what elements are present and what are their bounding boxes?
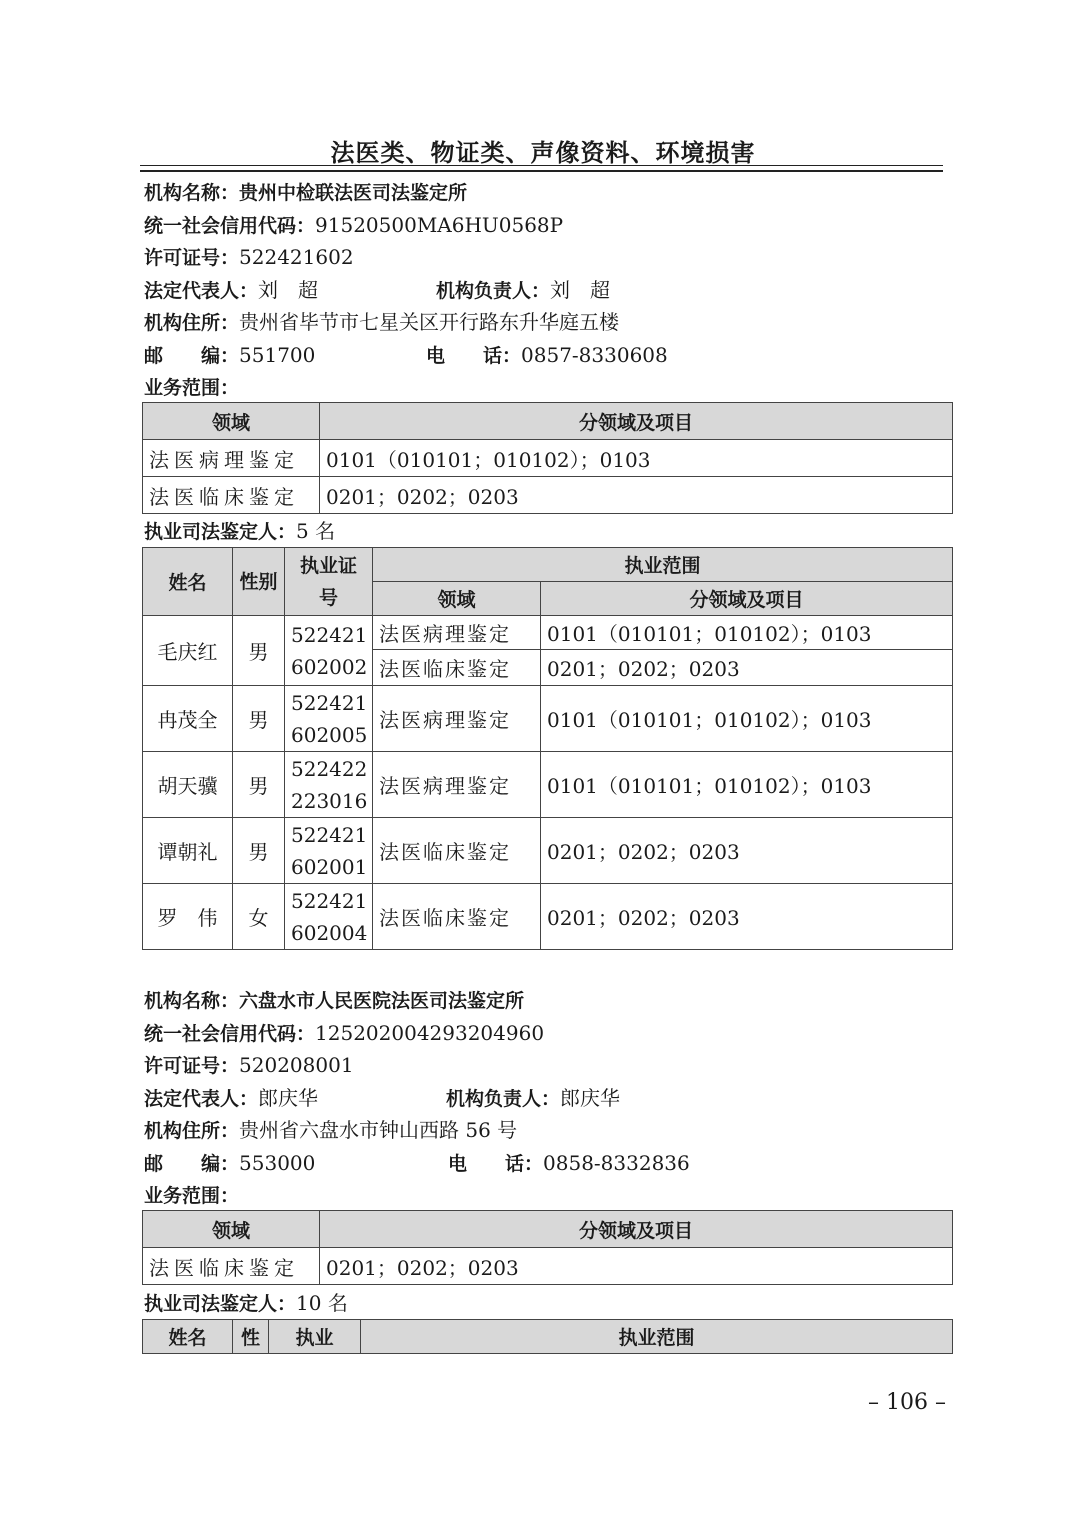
org1-scope-items: 0201；0202；0203: [320, 477, 953, 514]
org2-staff-header-row: [143, 1320, 953, 1354]
staff-header-cert: 执业证号: [285, 548, 373, 616]
staff-cert-part-a: 522421: [291, 888, 368, 913]
staff-name: 冉茂全: [143, 686, 233, 752]
table-row: [143, 477, 953, 514]
org1-info: [144, 176, 954, 404]
staff-cert-part-a: 522421: [291, 690, 368, 715]
staff-header-cert: 执业: [269, 1320, 361, 1354]
staff-header-scope: 执业范围: [361, 1320, 953, 1354]
org1-credit-label: 统一社会信用代码：: [144, 214, 316, 237]
staff-gender: 男: [233, 616, 285, 686]
org2-scope-header-row: [143, 1211, 953, 1248]
staff-cert-part-b: 223016: [291, 788, 368, 813]
org1-post-line: [144, 339, 954, 372]
org2-tel-group: [448, 1147, 690, 1181]
org1-scope-domain: 法医病理鉴定: [143, 440, 320, 477]
org1-rep: 刘 超: [258, 277, 319, 302]
staff-items: 0101（010101；010102）；0103: [541, 616, 953, 650]
org1-scope-items: 0101（010101；010102）；0103: [320, 440, 953, 477]
org2-credit: 125202004293204960: [315, 1020, 545, 1045]
staff-header-gender: 性别: [233, 548, 285, 616]
table-row: [143, 884, 953, 950]
staff-cert-part-b: 602005: [291, 722, 368, 747]
org2-head: 郎庆华: [560, 1085, 621, 1110]
staff-name: 胡天骥: [143, 752, 233, 818]
org1-license: 522421602: [239, 245, 354, 269]
staff-domain: 法医临床鉴定: [373, 650, 541, 686]
table-row: [143, 440, 953, 477]
staff-items: 0201；0202；0203: [541, 884, 953, 950]
org2-name: 六盘水市人民医院法医司法鉴定所: [239, 990, 525, 1012]
header-rule-thick: [140, 170, 943, 172]
org1-scope-header-items: 分领域及项目: [320, 403, 953, 440]
org1-tel: 0857-8330608: [521, 342, 668, 367]
org1-tel-label: 电 话：: [426, 344, 522, 367]
org2-addr-line: [144, 1114, 954, 1147]
org2-rep-line: [144, 1082, 954, 1115]
org2-name-line: [144, 984, 954, 1017]
org1-staff-label: 执业司法鉴定人：: [144, 521, 297, 543]
org1-scope-table: [142, 402, 953, 514]
org1-rep-line: [144, 274, 954, 307]
staff-cert-part-a: 522422: [291, 756, 368, 781]
staff-cert-part-b: 602002: [291, 654, 368, 679]
org2-license-line: [144, 1049, 954, 1082]
org1-scope-label-text: 业务范围：: [144, 377, 240, 399]
org1-addr-label: 机构住所：: [144, 312, 240, 334]
staff-gender: 男: [233, 686, 285, 752]
org2-tel: 0858-8332836: [543, 1150, 690, 1175]
staff-gender: 男: [233, 818, 285, 884]
table-row: [143, 686, 953, 752]
staff-items: 0201；0202；0203: [541, 650, 953, 686]
staff-domain: 法医临床鉴定: [373, 818, 541, 884]
org2-license: 520208001: [239, 1053, 354, 1077]
org2-name-label: 机构名称：: [144, 990, 240, 1012]
org1-staff-table: [142, 547, 953, 950]
org2-post: 553000: [239, 1150, 316, 1175]
staff-gender: 女: [233, 884, 285, 950]
staff-header-items: 分领域及项目: [541, 582, 953, 616]
staff-header-domain: 领域: [373, 582, 541, 616]
staff-domain: 法医临床鉴定: [373, 884, 541, 950]
staff-items: 0201；0202；0203: [541, 818, 953, 884]
org2-addr: 贵州省六盘水市钟山西路 56 号: [239, 1118, 518, 1142]
table-row: [143, 752, 953, 818]
org2-scope-header-items: 分领域及项目: [320, 1211, 953, 1248]
org1-license-label: 许可证号：: [144, 247, 240, 269]
page-number: – 106 –: [868, 1390, 946, 1415]
org1-post: 551700: [239, 342, 316, 367]
org1-name-line: [144, 176, 954, 209]
staff-domain: 法医病理鉴定: [373, 752, 541, 818]
staff-cert-part-b: 602004: [291, 920, 368, 945]
staff-gender: 男: [233, 752, 285, 818]
staff-items: 0101（010101；010102）；0103: [541, 686, 953, 752]
org1-license-line: [144, 241, 954, 274]
org1-staff-count: 5 名: [296, 519, 336, 543]
org1-tel-group: [426, 339, 668, 373]
page-header-title: 法医类、物证类、声像资料、环境损害: [330, 139, 756, 167]
org2-info: [144, 984, 954, 1212]
staff-name: 毛庆红: [143, 616, 233, 686]
org2-staff-count: 10 名: [296, 1291, 348, 1315]
staff-cert: [285, 884, 373, 950]
org1-scope-label: [144, 371, 954, 404]
org2-head-group: [446, 1082, 620, 1116]
staff-cert-part-a: 522421: [291, 822, 368, 847]
staff-cert: [285, 686, 373, 752]
org2-staff-label: 执业司法鉴定人：: [144, 1293, 297, 1315]
org2-staff-table: [142, 1319, 953, 1354]
staff-domain: 法医病理鉴定: [373, 616, 541, 650]
org1-addr-line: [144, 306, 954, 339]
org1-staff-header-row-1: [143, 548, 953, 582]
org1-addr: 贵州省毕节市七星关区开行路东升华庭五楼: [239, 310, 620, 334]
staff-items: 0101（010101；010102）；0103: [541, 752, 953, 818]
org2-post-line: [144, 1147, 954, 1180]
org2-scope-table: [142, 1210, 953, 1285]
staff-cert: [285, 818, 373, 884]
table-row: [143, 818, 953, 884]
org2-tel-label: 电 话：: [448, 1152, 544, 1175]
header-rule-thin: [140, 165, 943, 166]
org2-scope-label-text: 业务范围：: [144, 1185, 240, 1207]
org1-head: 刘 超: [550, 277, 611, 302]
org1-credit-line: [144, 209, 954, 242]
org2-head-label: 机构负责人：: [446, 1087, 561, 1110]
staff-header-name: 姓名: [143, 548, 233, 616]
org2-scope-header-domain: 领域: [143, 1211, 320, 1248]
table-row: [143, 616, 953, 650]
org2-post-label: 邮 编：: [144, 1152, 240, 1175]
org2-scope-domain: 法医临床鉴定: [143, 1248, 320, 1285]
staff-cert-part-a: 522421: [291, 622, 368, 647]
org1-head-group: [436, 274, 610, 308]
org2-scope-items: 0201；0202；0203: [320, 1248, 953, 1285]
staff-header-scope: 执业范围: [373, 548, 953, 582]
staff-domain: 法医病理鉴定: [373, 686, 541, 752]
staff-cert: [285, 752, 373, 818]
staff-cert: [285, 616, 373, 686]
org2-staff-count-line: [144, 1287, 954, 1320]
org1-scope-header-row: [143, 403, 953, 440]
staff-header-name: 姓名: [143, 1320, 233, 1354]
table-row: [143, 1248, 953, 1285]
org2-scope-label: [144, 1179, 954, 1212]
org1-name: 贵州中检联法医司法鉴定所: [239, 182, 468, 204]
org1-name-label: 机构名称：: [144, 182, 240, 204]
org1-scope-header-domain: 领域: [143, 403, 320, 440]
org2-license-label: 许可证号：: [144, 1055, 240, 1077]
org2-credit-label: 统一社会信用代码：: [144, 1022, 316, 1045]
org1-scope-domain: 法医临床鉴定: [143, 477, 320, 514]
staff-header-gender: 性: [233, 1320, 269, 1354]
org2-addr-label: 机构住所：: [144, 1120, 240, 1142]
org2-rep: 郎庆华: [258, 1085, 319, 1110]
org1-staff-count-line: [144, 515, 954, 548]
org1-credit: 91520500MA6HU0568P: [315, 212, 564, 237]
org2-rep-label: 法定代表人：: [144, 1087, 259, 1110]
org1-post-label: 邮 编：: [144, 344, 240, 367]
org2-credit-line: [144, 1017, 954, 1050]
org1-head-label: 机构负责人：: [436, 279, 551, 302]
staff-name: 罗 伟: [143, 884, 233, 950]
staff-name: 谭朝礼: [143, 818, 233, 884]
org1-rep-label: 法定代表人：: [144, 279, 259, 302]
staff-cert-part-b: 602001: [291, 854, 368, 879]
